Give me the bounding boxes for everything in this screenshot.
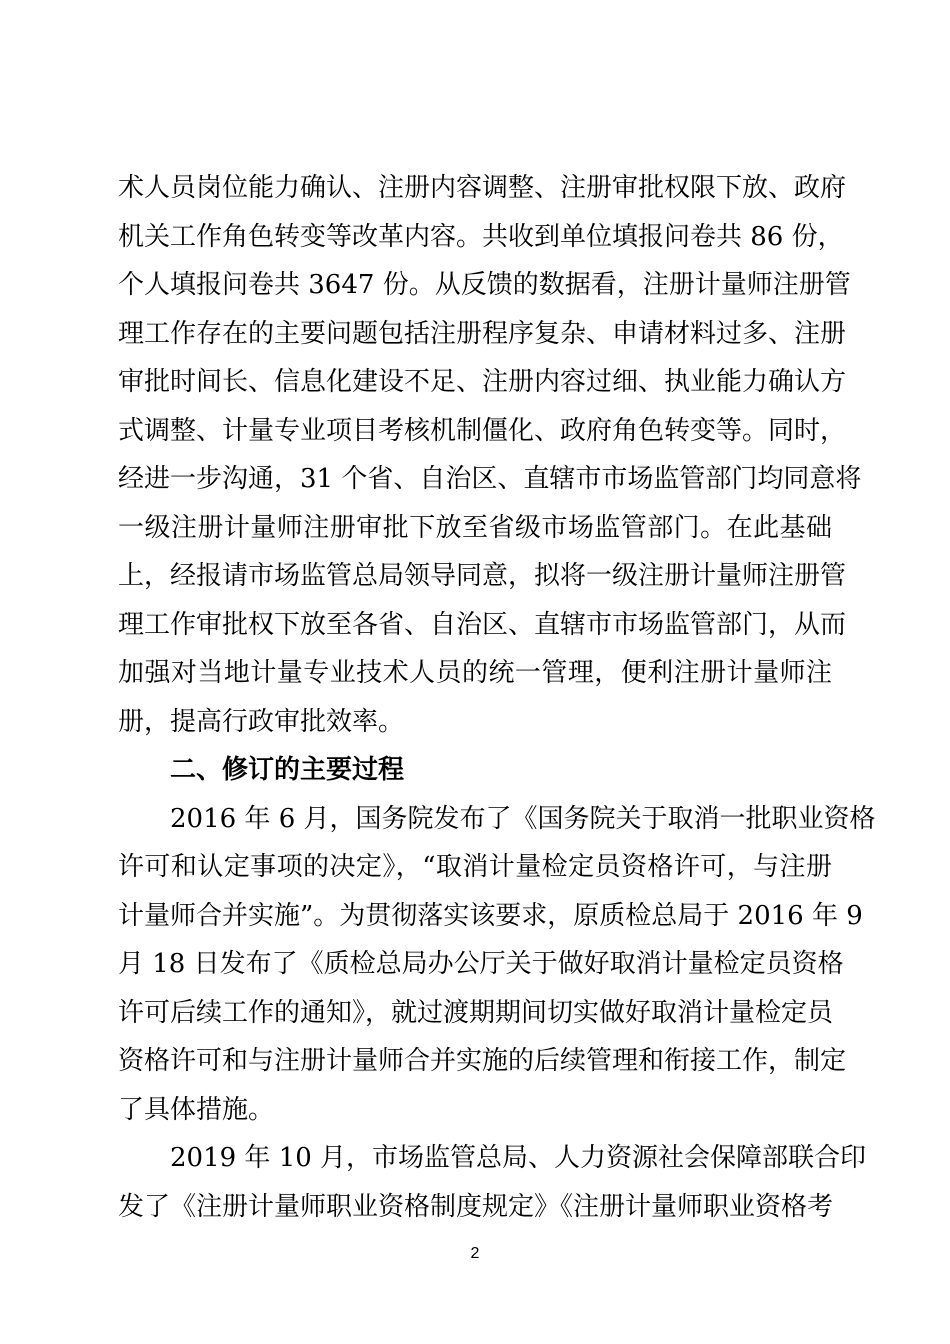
paragraph-line: 月 18 日发布了《质检总局办公厅关于做好取消计量检定员资格 xyxy=(118,949,844,979)
paragraph-line: 一级注册计量师注册审批下放至省级市场监管部门。在此基础 xyxy=(118,513,832,543)
paragraph-line: 个人填报问卷共 3647 份。从反馈的数据看，注册计量师注册管 xyxy=(118,270,851,300)
paragraph-line: 了具体措施。 xyxy=(118,1095,275,1125)
paragraph-line: 式调整、计量专业项目考核机制僵化、政府角色转变等。同时， xyxy=(118,416,847,446)
paragraph-line: 机关工作角色转变等改革内容。共收到单位填报问卷共 86 份， xyxy=(118,222,844,252)
paragraph-line: 理工作存在的主要问题包括注册程序复杂、申请材料过多、注册 xyxy=(118,319,847,349)
section-heading: 二、修订的主要过程 xyxy=(170,755,405,785)
paragraph-line: 2019 年 10 月，市场监管总局、人力资源社会保障部联合印 xyxy=(170,1143,867,1173)
paragraph-line: 经进一步沟通，31 个省、自治区、直辖市市场监管部门均同意将 xyxy=(118,464,862,494)
paragraph-line: 理工作审批权下放至各省、自治区、直辖市市场监管部门，从而 xyxy=(118,610,847,640)
paragraph-line: 2016 年 6 月，国务院发布了《国务院关于取消一批职业资格 xyxy=(170,804,876,834)
paragraph-line: 审批时间长、信息化建设不足、注册内容过细、执业能力确认方 xyxy=(118,367,847,397)
paragraph-line: 计量师合并实施”。为贯彻落实该要求，原质检总局于 2016 年 9 xyxy=(118,901,863,931)
paragraph-line: 册，提高行政审批效率。 xyxy=(118,707,405,737)
paragraph-line: 资格许可和与注册计量师合并实施的后续管理和衔接工作，制定 xyxy=(118,1046,847,1076)
paragraph-line: 上，经报请市场监管总局领导同意，拟将一级注册计量师注册管 xyxy=(118,561,847,591)
paragraph-line: 发了《注册计量师职业资格制度规定》《注册计量师职业资格考 xyxy=(118,1192,834,1222)
paragraph-line: 许可和认定事项的决定》，“取消计量检定员资格许可，与注册 xyxy=(118,852,832,882)
paragraph-line: 许可后续工作的通知》，就过渡期期间切实做好取消计量检定员 xyxy=(118,998,834,1028)
page-number: 2 xyxy=(470,1245,480,1262)
paragraph-line: 术人员岗位能力确认、注册内容调整、注册审批权限下放、政府 xyxy=(118,173,847,203)
paragraph-line: 加强对当地计量专业技术人员的统一管理，便利注册计量师注 xyxy=(118,658,832,688)
